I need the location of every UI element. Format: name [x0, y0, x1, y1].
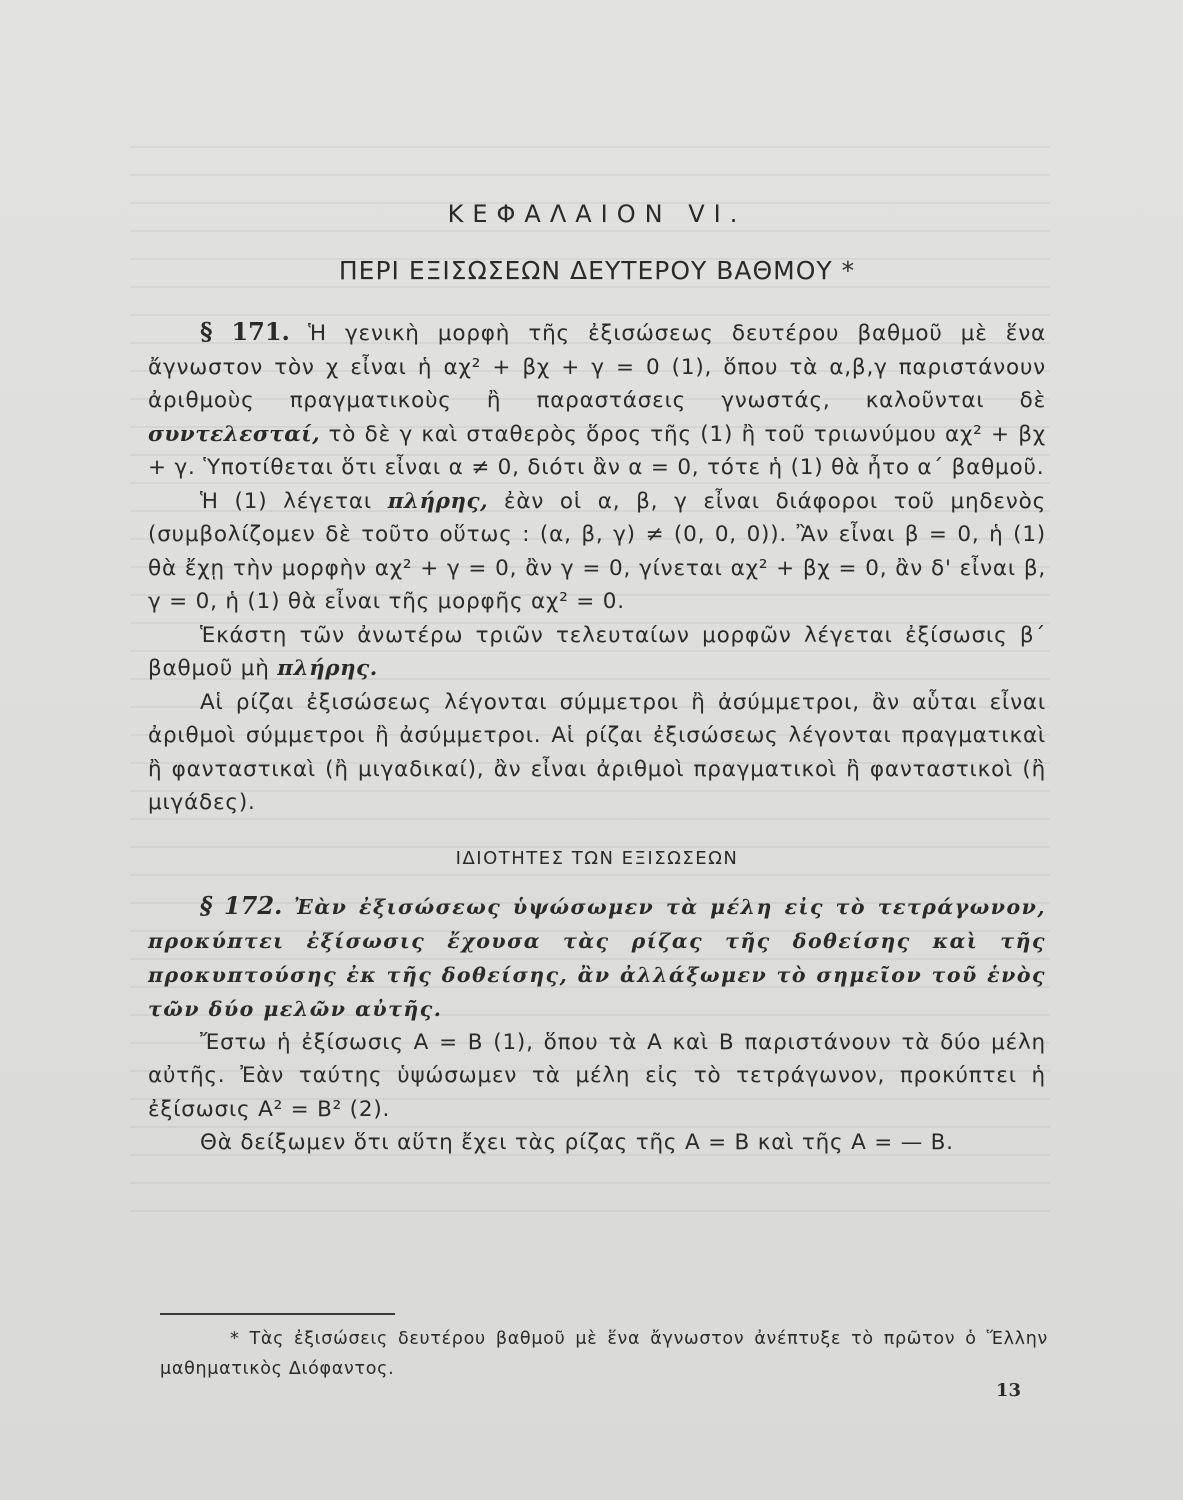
page-number: 13	[996, 1380, 1022, 1401]
section-171-number: § 171.	[200, 317, 290, 346]
section-171-paragraph-3: Ἑκάστη τῶν ἀνωτέρω τριῶν τελευταίων μορφῶν λέγεται ἐξίσωσις β΄ βαθμοῦ μὴ πλήρης.	[148, 622, 1046, 681]
section-subheading: ΙΔΙΟΤΗΤΕΣ ΤΩΝ ΕΞΙΣΩΣΕΩΝ	[455, 847, 739, 869]
section-172-paragraph-3: Θὰ δείξωμεν ὅτι αὕτη ἔχει τὰς ρίζας τῆς Α = Β καὶ τῆς Α = — Β.	[200, 1130, 954, 1155]
footnote: * Τὰς ἐξισώσεις δευτέρου βαθμοῦ μὲ ἕνα ἄγνωστον ἀνέπτυξε τὸ πρῶτον ὁ Ἕλλην μαθηματικὸς Διόφαντος.	[160, 1329, 1048, 1379]
section-172-paragraph-2: Ἔστω ἡ ἐξίσωσις Α = Β (1), ὅπου τὰ Α καὶ Β παριστάνουν τὰ δύο μέλη αὐτῆς. Ἐὰν ταύτης ὑψώσωμεν τὰ μέλη εἰς τὸ τετράγωνον, προκύπτει ἡ ἐξίσωσις Α² = Β² (2).	[148, 1029, 1046, 1122]
section-171-paragraph-1: § 171. Ἡ γενικὴ μορφὴ τῆς ἐξισώσεως δευτέρου βαθμοῦ μὲ ἕνα ἄγνωστον τὸν χ εἶναι ἡ αχ² + βχ + γ = 0 (1), ὅπου τὰ α,β,γ παριστάνουν ἀριθμοὺς πραγματικοὺς ἢ παραστάσεις γνωστάς, καλοῦνται δὲ συντελεσταί, τὸ δὲ γ καὶ σταθερὸς ὅρος τῆς (1) ἢ τοῦ τριωνύμου αχ² + βχ + γ. Ὑποτίθεται ὅτι εἶναι α ≠ 0, διότι ἂν α = 0, τότε ἡ (1) θὰ ἦτο α΄ βαθμοῦ.	[148, 317, 1047, 480]
section-171-paragraph-2: Ἡ (1) λέγεται πλήρης, ἐὰν οἱ α, β, γ εἶναι διάφοροι τοῦ μηδενὸς (συμβολίζομεν δὲ τοῦτο οὕτως : (α, β, γ) ≠ (0, 0, 0)). Ἂν εἶναι β = 0, ἡ (1) θὰ ἔχῃ τὴν μορφὴν αχ² + γ = 0, ἂν γ = 0, γίνεται αχ² + βχ = 0, ἂν δ' εἶναι β, γ = 0, ἡ (1) θὰ εἶναι τῆς μορφῆς αχ² = 0.	[148, 488, 1046, 614]
term-pliris-2: πλήρης.	[277, 656, 378, 681]
term-pliris: πλήρης,	[387, 488, 489, 514]
chapter-heading: ΚΕΦΑΛΑΙΟΝ VI.	[447, 200, 747, 228]
footnote-rule	[160, 1313, 395, 1315]
page-body	[148, 200, 1046, 1160]
chapter-title: ΠΕΡΙ ΕΞΙΣΩΣΕΩΝ ΔΕΥΤΕΡΟΥ ΒΑΘΜΟΥ *	[338, 256, 856, 285]
section-171-paragraph-4: Αἱ ρίζαι ἐξισώσεως λέγονται σύμμετροι ἢ ἀσύμμετροι, ἂν αὗται εἶναι ἀριθμοὶ σύμμετροι ἢ ἀσύμμετροι. Αἱ ρίζαι ἐξισώσεως λέγονται πραγματικαὶ ἢ φανταστικαὶ (ἢ μιγαδικαί), ἂν εἶναι ἀριθμοὶ πραγματικοὶ ἢ φανταστικοὶ (ἢ μιγάδες).	[148, 689, 1046, 815]
term-syntelestai: συντελεσταί,	[148, 421, 321, 447]
section-172-number: § 172.	[200, 890, 283, 920]
section-172-theorem: § 172. Ἐὰν ἐξισώσεως ὑψώσωμεν τὰ μέλη εἰς τὸ τετράγωνον, προκύπτει ἐξίσωσις ἔχουσα τὰς ρίζας τῆς δοθείσης καὶ τῆς προκυπτούσης ἐκ τῆς δοθείσης, ἂν ἀλλάξωμεν τὸ σημεῖον τοῦ ἑνὸς τῶν δύο μελῶν αὐτῆς.	[148, 890, 1047, 1021]
